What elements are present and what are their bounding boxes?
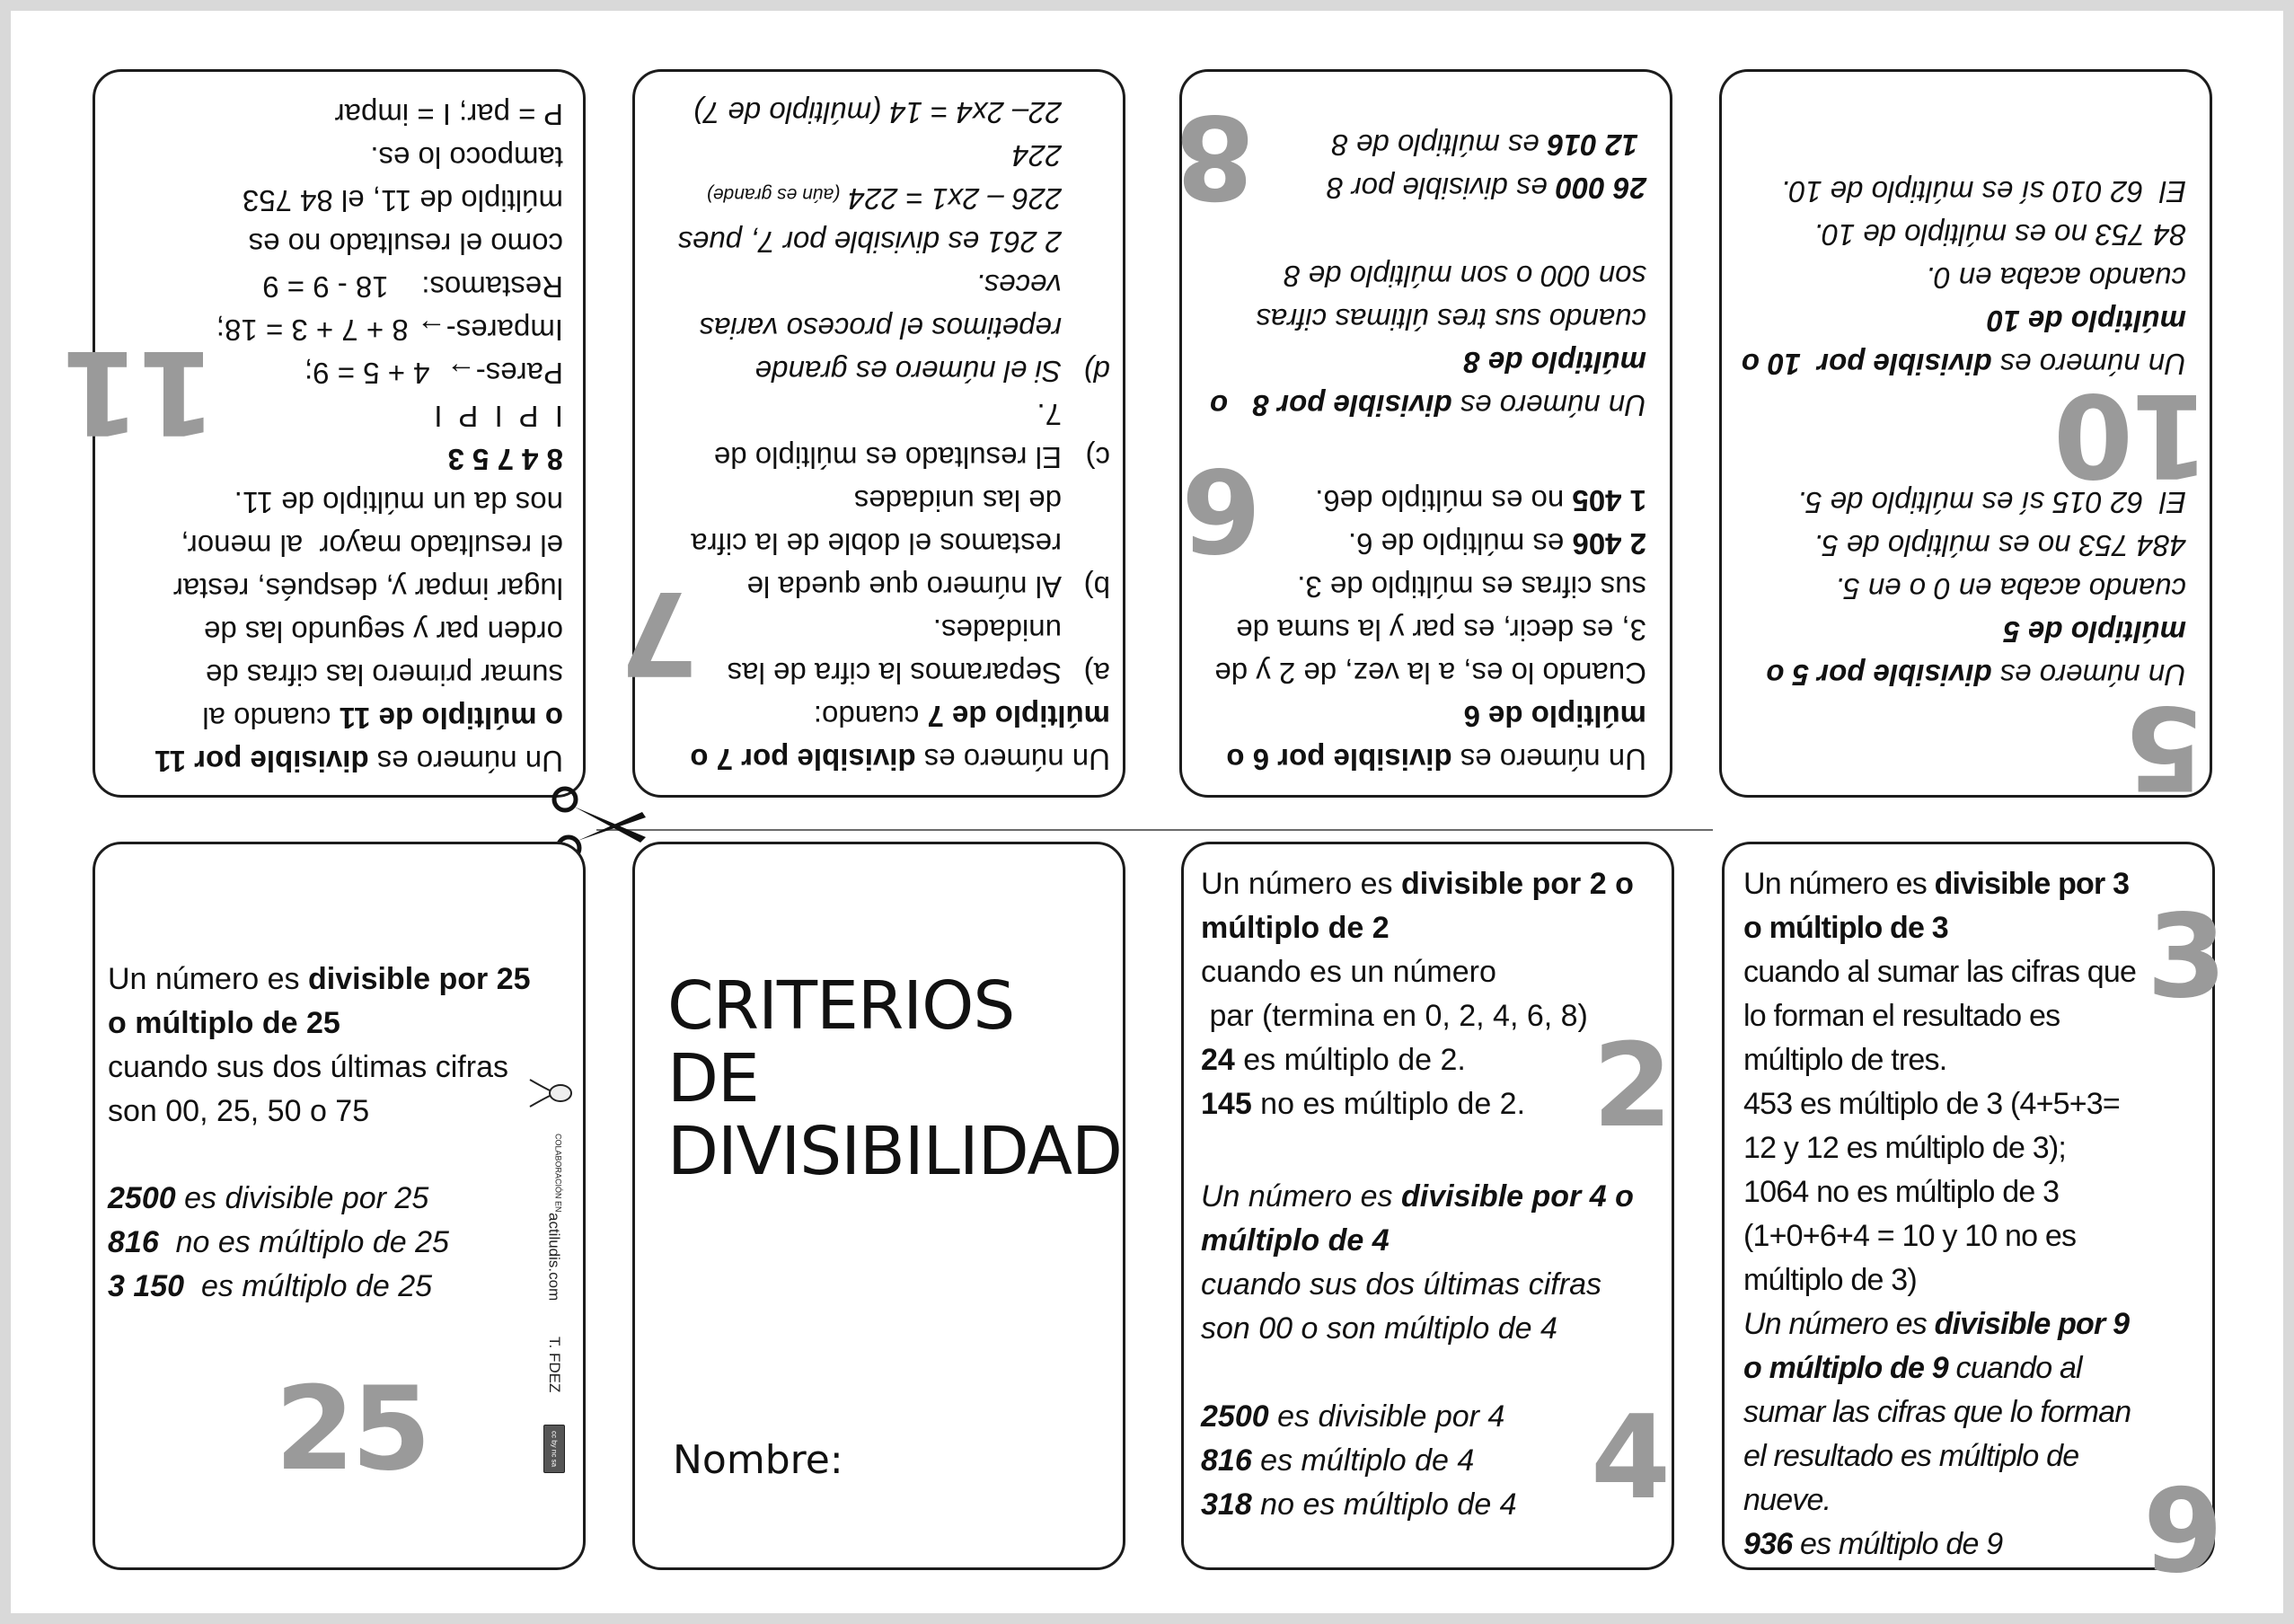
text-segment: 12 016: [1547, 128, 1646, 162]
text-line: [1743, 1038, 2136, 1082]
text-line: [1201, 1351, 1634, 1395]
text-segment: 2500: [1201, 1399, 1269, 1434]
text-segment: o múltiplo de 9: [1743, 1351, 1948, 1385]
text-line: [1743, 1390, 2136, 1434]
text-segment: es múltiplo de 25: [184, 1269, 433, 1303]
text-segment: 816: [108, 1225, 159, 1259]
text-line: [1743, 862, 2136, 906]
text-line: [678, 349, 1110, 393]
title-line: CRITERIOS: [667, 967, 1015, 1045]
text-line: [1743, 1126, 2136, 1170]
text-segment: Un número es: [108, 962, 308, 996]
text-segment: cuando al sumar las cifras que: [1743, 955, 2137, 989]
text-line: [154, 653, 563, 696]
text-line: [1743, 1478, 2136, 1522]
text-segment: El 62 010 sí es múltiplo de 10.: [1780, 175, 2186, 208]
text-segment: como el resultado no es: [248, 227, 563, 260]
text-line: [1201, 1082, 1634, 1126]
text-line: [1210, 297, 1646, 340]
text-segment: P = par; I = impar: [334, 98, 563, 131]
text-line: [1327, 123, 1646, 166]
text-segment: es múltiplo de 9: [1792, 1527, 2003, 1561]
text-segment: múltiplo de 6: [1463, 700, 1646, 733]
text-line: [1201, 1263, 1634, 1307]
text-line: [1743, 906, 2136, 950]
text-segment: múltiplo de 5: [2003, 615, 2186, 649]
text-line: [154, 265, 563, 308]
text-line: [108, 958, 531, 1002]
text-line: [1742, 256, 2186, 299]
text-line: [1742, 170, 2186, 213]
page-title: [667, 967, 1122, 1190]
text-segment: es divisible por 25: [175, 1181, 429, 1215]
text-line: [154, 136, 563, 179]
text-line: [1743, 1302, 2136, 1346]
text-line: [1201, 1483, 1634, 1527]
text-segment: Un número es: [368, 745, 563, 778]
text-segment: Un número es: [1201, 1179, 1401, 1214]
text-line: [1743, 1434, 2136, 1478]
text-line: [1214, 694, 1646, 737]
text-segment: es múltiplo de 2.: [1234, 1043, 1466, 1077]
text-segment: Un número es: [1201, 867, 1401, 901]
text-segment: Un número es: [1451, 389, 1646, 422]
text-line: [1743, 1522, 2136, 1567]
text-segment: Un número es: [1743, 867, 1935, 901]
card-divisible-by-11: [63, 69, 586, 798]
text-line: [678, 134, 1110, 177]
text-line: [1766, 610, 2186, 653]
list-marker: c): [1085, 441, 1110, 474]
text-line: [1201, 1038, 1634, 1082]
big-number-25: 25: [275, 1363, 428, 1496]
cut-line: [596, 829, 1713, 831]
text-segment: 453 es múltiplo de 3 (4+5+3=: [1743, 1087, 2120, 1121]
text-segment: múltiplo de 10: [1987, 304, 2186, 338]
rule-4-text: [1201, 1175, 1634, 1527]
text-segment: divisible por 9: [1934, 1307, 2130, 1341]
text-line: [1210, 340, 1646, 384]
text-segment: divisible por 2 o: [1401, 867, 1634, 901]
text-line: [1214, 608, 1646, 651]
text-segment: el resultado es múltiplo de: [1743, 1439, 2079, 1473]
text-segment: múltiplo de 11, el 84 753: [242, 184, 563, 217]
text-line: [108, 1221, 449, 1265]
text-line: [154, 481, 563, 524]
credits-site: actiludis.com: [545, 1212, 563, 1301]
text-segment: lo forman el resultado es: [1743, 999, 2060, 1033]
card-divisible-by-25: [93, 842, 586, 1570]
text-segment: o múltiplo de 25: [108, 1006, 340, 1040]
text-line: [1201, 994, 1634, 1038]
text-segment: El resultado es múltiplo de: [713, 441, 1062, 474]
text-line: [678, 694, 1110, 737]
text-line: [1743, 1082, 2136, 1126]
text-line: [108, 1177, 449, 1221]
text-line: [1742, 299, 2186, 342]
text-segment: cuando sus dos últimas cifras: [108, 1050, 508, 1084]
card-divisible-by-2-and-4: [1181, 842, 1674, 1570]
text-line: [108, 1046, 531, 1090]
text-line: [108, 1090, 531, 1134]
creative-commons-badge-icon: [543, 1425, 565, 1473]
text-segment: es divisible por 4: [1268, 1399, 1505, 1434]
text-line: [1201, 1175, 1634, 1219]
text-segment: son 000 o son múltiplo de 8: [1284, 260, 1646, 293]
text-segment: 936: [1743, 1527, 1793, 1561]
title-line: DE: [667, 1040, 759, 1117]
title-line: DIVISIBILIDAD: [667, 1113, 1122, 1190]
text-segment: Al número que queda le: [746, 570, 1062, 604]
text-segment: o múltiplo de 3: [1743, 911, 1948, 945]
list-marker: b): [1083, 570, 1110, 604]
text-segment: son 00 o son múltiplo de 4: [1201, 1311, 1557, 1346]
text-segment: 12 y 12 es múltiplo de 3);: [1743, 1131, 2067, 1165]
text-segment: divisible por 10 o: [1741, 348, 1992, 381]
text-line: [678, 306, 1110, 349]
big-number-8: 8: [1178, 89, 1255, 223]
text-line: [1201, 906, 1634, 950]
text-segment: o: [1209, 389, 1253, 422]
text-line: [678, 220, 1110, 263]
rule-8-text: [1210, 254, 1646, 427]
text-line: [678, 91, 1110, 134]
text-line: [1743, 1346, 2136, 1390]
text-segment: nueve.: [1743, 1483, 1831, 1517]
text-line: [1210, 384, 1646, 427]
rule-3-9-text: [1743, 862, 2136, 1567]
text-segment: (1+0+6+4 = 10 y 10 no es: [1743, 1219, 2077, 1253]
text-line: [678, 393, 1110, 436]
text-segment: de las unidades: [853, 484, 1062, 517]
text-segment: restamos el doble de la cifra: [691, 527, 1062, 560]
text-segment: múltiplo de 2: [1201, 911, 1390, 945]
credits: [539, 1053, 569, 1473]
text-segment: 22– 2x4 = 14 (múltiplo de 7): [693, 96, 1062, 129]
big-number-6: 6: [1184, 442, 1261, 576]
big-number-5: 5: [2127, 680, 2204, 814]
text-segment: sumar las cifras que lo forman: [1743, 1395, 2131, 1429]
text-segment: sus cifras es múltiplo de 3.: [1297, 570, 1646, 604]
text-segment: es múltiplo de 8: [1331, 128, 1548, 162]
text-segment: no es múltiplo de6.: [1315, 484, 1573, 517]
text-segment: Un número es: [1991, 348, 2186, 381]
text-segment: veces.: [975, 269, 1062, 302]
text-segment: 484 753 no es múltiplo de 5.: [1813, 529, 2186, 562]
text-segment: 318: [1201, 1487, 1252, 1522]
text-segment: cuando acaba en 0.: [1926, 261, 2186, 295]
card-divisible-by-7: [622, 69, 1125, 798]
text-segment: 2500: [108, 1181, 176, 1215]
rule-10-text: [1742, 170, 2186, 385]
text-line: [1766, 653, 2186, 696]
text-segment: divisible por 25: [308, 962, 531, 996]
text-segment: cuando al: [202, 702, 340, 735]
text-line: [1327, 166, 1646, 209]
text-segment: divisible por 5 o: [1766, 658, 1992, 692]
rule-8-examples: [1327, 123, 1646, 209]
rule-5-text: [1766, 481, 2186, 696]
text-segment: I P I P I: [434, 400, 563, 433]
text-segment: cuando:: [813, 700, 928, 733]
text-segment: 8 4 7 5 3: [447, 443, 563, 476]
text-segment: cuando acaba en 0 o en 5.: [1835, 572, 2186, 605]
text-line: [1214, 479, 1646, 522]
text-segment: divisible por 11: [154, 745, 369, 778]
text-line: [1201, 950, 1634, 994]
text-segment: múltiplo de tres.: [1743, 1043, 1947, 1077]
text-segment: 816: [1201, 1443, 1252, 1478]
text-line: [1214, 737, 1646, 781]
card-divisible-by-5-and-10: [1719, 69, 2212, 814]
text-line: [678, 737, 1110, 781]
text-segment: 1 405: [1572, 484, 1646, 517]
text-segment: lugar impar y, después, restar: [172, 572, 563, 605]
text-line: [678, 565, 1110, 608]
text-segment: Impares-→ 8 + 7 + 3 = 18;: [216, 313, 563, 347]
text-segment: 84 753 no es múltiplo de 10.: [1813, 218, 2186, 252]
text-segment: Cuando lo es, a la vez, de 2 y de: [1214, 657, 1646, 690]
text-segment: es múltiplo de 4: [1251, 1443, 1475, 1478]
text-segment: cuando sus tres últimas cifras: [1256, 303, 1646, 336]
text-segment: Separamos la cifra de las: [727, 657, 1062, 690]
text-segment: 145: [1201, 1087, 1252, 1121]
text-segment: nos da un múltiplo de 11.: [234, 486, 563, 519]
text-segment: sumar primero las cifras de: [206, 658, 563, 692]
text-line: [1214, 651, 1646, 694]
text-segment: repetimos el proceso varias: [699, 312, 1062, 345]
text-line: [678, 651, 1110, 694]
text-segment: tampoco lo es.: [370, 141, 563, 174]
text-line: [1743, 950, 2136, 994]
card-text: [678, 91, 1110, 781]
list-marker: d): [1083, 355, 1110, 388]
text-segment: 226 – 2x1 = 224: [840, 182, 1062, 216]
text-segment: El 62 015 sí es múltiplo de 5.: [1797, 486, 2186, 519]
rule-2-text: [1201, 862, 1634, 1126]
text-segment: son 00, 25, 50 o 75: [108, 1094, 370, 1128]
big-number-10: 10: [2056, 367, 2210, 501]
text-segment: múltiplo de 8: [1463, 346, 1646, 379]
text-line: [678, 522, 1110, 565]
text-line: [154, 179, 563, 222]
text-segment: divisible por 6 o: [1226, 743, 1452, 776]
text-line: [1201, 862, 1634, 906]
text-segment: Restamos: 18 - 9 = 9: [262, 270, 563, 304]
rule-25-text: [108, 958, 531, 1134]
text-segment: Un número es: [1451, 743, 1646, 776]
text-segment: divisible por 3: [1934, 867, 2130, 901]
text-segment: no es múltiplo de 4: [1251, 1487, 1517, 1522]
text-line: [678, 479, 1110, 522]
text-segment: o múltiplo de 11: [339, 702, 563, 735]
name-label: Nombre:: [673, 1437, 843, 1483]
text-line: [678, 177, 1110, 220]
text-line: [108, 1002, 531, 1046]
text-line: [1743, 994, 2136, 1038]
text-line: [154, 567, 563, 610]
text-segment: divisible por 8: [1252, 389, 1452, 422]
text-segment: cuando al: [1947, 1351, 2082, 1385]
worksheet-page: [11, 11, 2283, 1613]
text-line: [108, 1265, 449, 1309]
text-line: [154, 222, 563, 265]
big-number-4: 4: [1591, 1391, 1668, 1525]
text-segment: 7.: [1037, 398, 1062, 431]
text-line: [1743, 1214, 2136, 1258]
text-segment: múltiplo de 7: [927, 700, 1110, 733]
rule-25-examples: [108, 1177, 449, 1309]
text-line: [154, 739, 563, 782]
text-segment: 3 150: [108, 1269, 185, 1303]
text-line: [1766, 567, 2186, 610]
text-line: [154, 610, 563, 653]
text-segment: no es múltiplo de 25: [158, 1225, 449, 1259]
text-segment: Un número es: [915, 743, 1110, 776]
text-segment: 3, es decir, es par y la suma de: [1236, 613, 1646, 647]
license-text: cc by nc sa: [550, 1431, 559, 1468]
text-segment: (aún es grande): [706, 184, 841, 205]
credits-prefix: COLABORACIÓN EN: [553, 1134, 563, 1213]
big-number-2: 2: [1593, 1019, 1670, 1153]
text-line: [1214, 522, 1646, 565]
text-line: [1743, 1258, 2136, 1302]
text-segment: 2 406: [1572, 527, 1646, 560]
text-line: [154, 524, 563, 567]
text-line: [1214, 565, 1646, 608]
text-segment: 26 000: [1556, 172, 1646, 205]
text-segment: orden par y segundo las de: [204, 615, 563, 649]
title-card: [632, 842, 1125, 1570]
big-number-3: 3: [2147, 890, 2224, 1024]
big-number-11: 11: [63, 324, 216, 458]
big-number-9: 9: [2143, 1465, 2220, 1599]
text-segment: es múltiplo de 6.: [1347, 527, 1573, 560]
text-line: [154, 696, 563, 739]
text-line: [1201, 1219, 1634, 1263]
text-line: [678, 263, 1110, 306]
big-number-7: 7: [622, 565, 699, 699]
text-segment: Si el número es grande: [754, 355, 1062, 388]
text-line: [154, 93, 563, 136]
text-line: [678, 608, 1110, 651]
text-segment: 24: [1201, 1043, 1235, 1077]
text-segment: el resultado mayor al menor,: [181, 529, 563, 562]
credits-site-group: [546, 1134, 563, 1301]
rule-6-text: [1214, 479, 1646, 781]
text-segment: Un número es: [1743, 1307, 1935, 1341]
text-segment: par (termina en 0, 2, 4, 6, 8): [1201, 999, 1588, 1033]
text-line: [1210, 254, 1646, 297]
text-line: [1201, 1307, 1634, 1351]
text-segment: cuando sus dos últimas cifras: [1201, 1267, 1601, 1302]
credits-author: T. FDEZ: [546, 1336, 563, 1393]
card-divisible-by-6-and-8: [1179, 69, 1672, 798]
list-marker: a): [1083, 657, 1110, 690]
text-line: [1743, 1170, 2136, 1214]
text-line: [678, 436, 1110, 479]
text-segment: múltiplo de 3): [1743, 1263, 1917, 1297]
text-segment: divisible por 7 o: [690, 743, 916, 776]
text-line: [1201, 1439, 1634, 1483]
text-segment: 1064 no es múltiplo de 3: [1743, 1175, 2060, 1209]
actiludis-logo-icon: [526, 1078, 582, 1108]
text-segment: es divisible por 8: [1327, 172, 1557, 205]
text-segment: múltiplo de 4: [1201, 1223, 1390, 1258]
text-segment: 224: [1011, 139, 1062, 172]
text-segment: 2 261 es divisible por 7, pues: [677, 225, 1062, 259]
text-line: [1742, 213, 2186, 256]
card-divisible-by-3-and-9: [1722, 842, 2224, 1599]
text-segment: no es múltiplo de 2.: [1251, 1087, 1526, 1121]
text-segment: unidades.: [932, 613, 1062, 647]
text-segment: divisible por 4 o: [1401, 1179, 1634, 1214]
text-segment: Pares-→ 4 + 5 = 9;: [304, 357, 563, 390]
text-segment: cuando es un número: [1201, 955, 1496, 989]
text-line: [1766, 524, 2186, 567]
text-line: [1201, 1395, 1634, 1439]
text-segment: Un número es: [1991, 658, 2186, 692]
